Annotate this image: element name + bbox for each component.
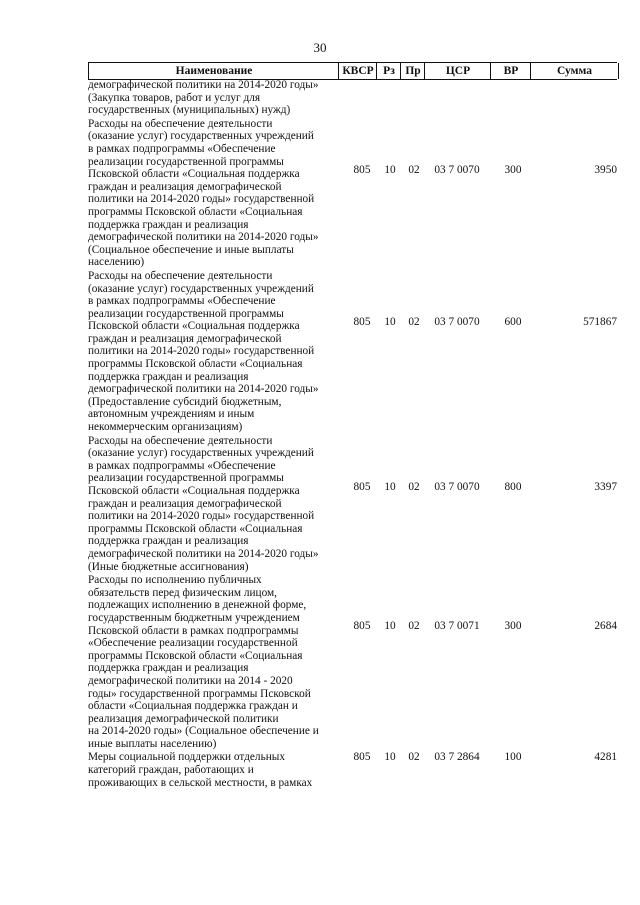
- header-rz: Рз: [376, 63, 401, 79]
- row-rz: 10: [384, 315, 396, 328]
- row-pr: 02: [408, 751, 420, 764]
- row-name: Меры социальной поддержки отдельных категорий граждан, работающих и проживающих в сельской местности, в рамках: [88, 751, 313, 789]
- row-vr: 800: [504, 480, 522, 493]
- row-kvsr: 805: [353, 751, 371, 764]
- row-sum: 2684: [594, 620, 617, 633]
- row-sum: 4281: [594, 751, 617, 764]
- row-vr: 100: [504, 751, 522, 764]
- table-row: [88, 117, 617, 269]
- row-pr: 02: [408, 163, 420, 176]
- table-row: [88, 750, 617, 789]
- row-name: Расходы на обеспечение деятельности (оказание услуг) государственных учреждений в рамках подпрограммы «Обеспечение реализации государственной программы Псковской области «Социальная поддержка граждан и реализация демографической политики на 2014-2020 годы» государственной программы Псковской области «Социальная поддержка граждан и реализация демографической политики на 2014-2020 годы» (Социальное обеспечение и иные выплаты населению): [88, 117, 319, 269]
- row-csr: 03 7 0071: [434, 620, 480, 633]
- row-pr: 02: [408, 480, 420, 493]
- row-name: Расходы по исполнению публичных обязательств перед физическим лицом, подлежащих исполнению в денежной форме, государственным бюджетным учреждением Псковской области в рамках подпрограммы «Обеспечение реализации государственной программы Псковской области «Социальная поддержка граждан и реализация демографической политики на 2014 - 2020 годы» государственной программы Псковской области «Социальная поддержка граждан и реализация демографической политики на 2014-2020 годы» (Социальное обеспечение и иные выплаты населению): [88, 574, 319, 750]
- row-csr: 03 7 0070: [434, 315, 480, 328]
- header-sum: Сумма: [530, 63, 619, 79]
- row-name: Расходы на обеспечение деятельности (оказание услуг) государственных учреждений в рамках подпрограммы «Обеспечение реализации государственной программы Псковской области «Социальная поддержка граждан и реализация демографической политики на 2014-2020 годы» государственной программы Псковской области «Социальная поддержка граждан и реализация демографической политики на 2014-2020 годы» (Предоставление субсидий бюджетным, автономным учреждениям и иным некоммерческим организациям): [88, 269, 319, 434]
- row-rz: 10: [384, 620, 396, 633]
- table-row: [88, 78, 617, 117]
- header-kvsr: КВСР: [338, 63, 377, 79]
- header-name: Наименование: [88, 63, 339, 79]
- row-name: демографической политики на 2014-2020 годы» (Закупка товаров, работ и услуг для государственных (муниципальных) нужд): [88, 79, 319, 117]
- table-row: [88, 573, 617, 750]
- row-pr: 02: [408, 620, 420, 633]
- header-csr: ЦСР: [424, 63, 491, 79]
- row-csr: 03 7 0070: [434, 480, 480, 493]
- table-row: [88, 269, 617, 434]
- header-pr: Пр: [400, 63, 425, 79]
- row-rz: 10: [384, 163, 396, 176]
- row-sum: 3950: [594, 163, 617, 176]
- row-sum: 571867: [583, 315, 617, 328]
- row-rz: 10: [384, 480, 396, 493]
- row-name: Расходы на обеспечение деятельности (оказание услуг) государственных учреждений в рамках подпрограммы «Обеспечение реализации государственной программы Псковской области «Социальная поддержка граждан и реализация демографической политики на 2014-2020 годы» государственной программы Псковской области «Социальная поддержка граждан и реализация демографической политики на 2014-2020 годы» (Иные бюджетные ассигнования): [88, 434, 319, 573]
- row-csr: 03 7 2864: [434, 751, 480, 764]
- header-vr: ВР: [490, 63, 531, 79]
- page-number: 30: [313, 40, 327, 55]
- row-kvsr: 805: [353, 620, 371, 633]
- row-sum: 3397: [594, 480, 617, 493]
- row-pr: 02: [408, 315, 420, 328]
- table-row: [88, 434, 617, 574]
- row-kvsr: 805: [353, 315, 371, 328]
- row-rz: 10: [384, 751, 396, 764]
- row-kvsr: 805: [353, 480, 371, 493]
- row-vr: 600: [504, 315, 522, 328]
- row-csr: 03 7 0070: [434, 163, 480, 176]
- row-vr: 300: [504, 620, 522, 633]
- row-vr: 300: [504, 163, 522, 176]
- table-body: [88, 78, 617, 789]
- row-kvsr: 805: [353, 163, 371, 176]
